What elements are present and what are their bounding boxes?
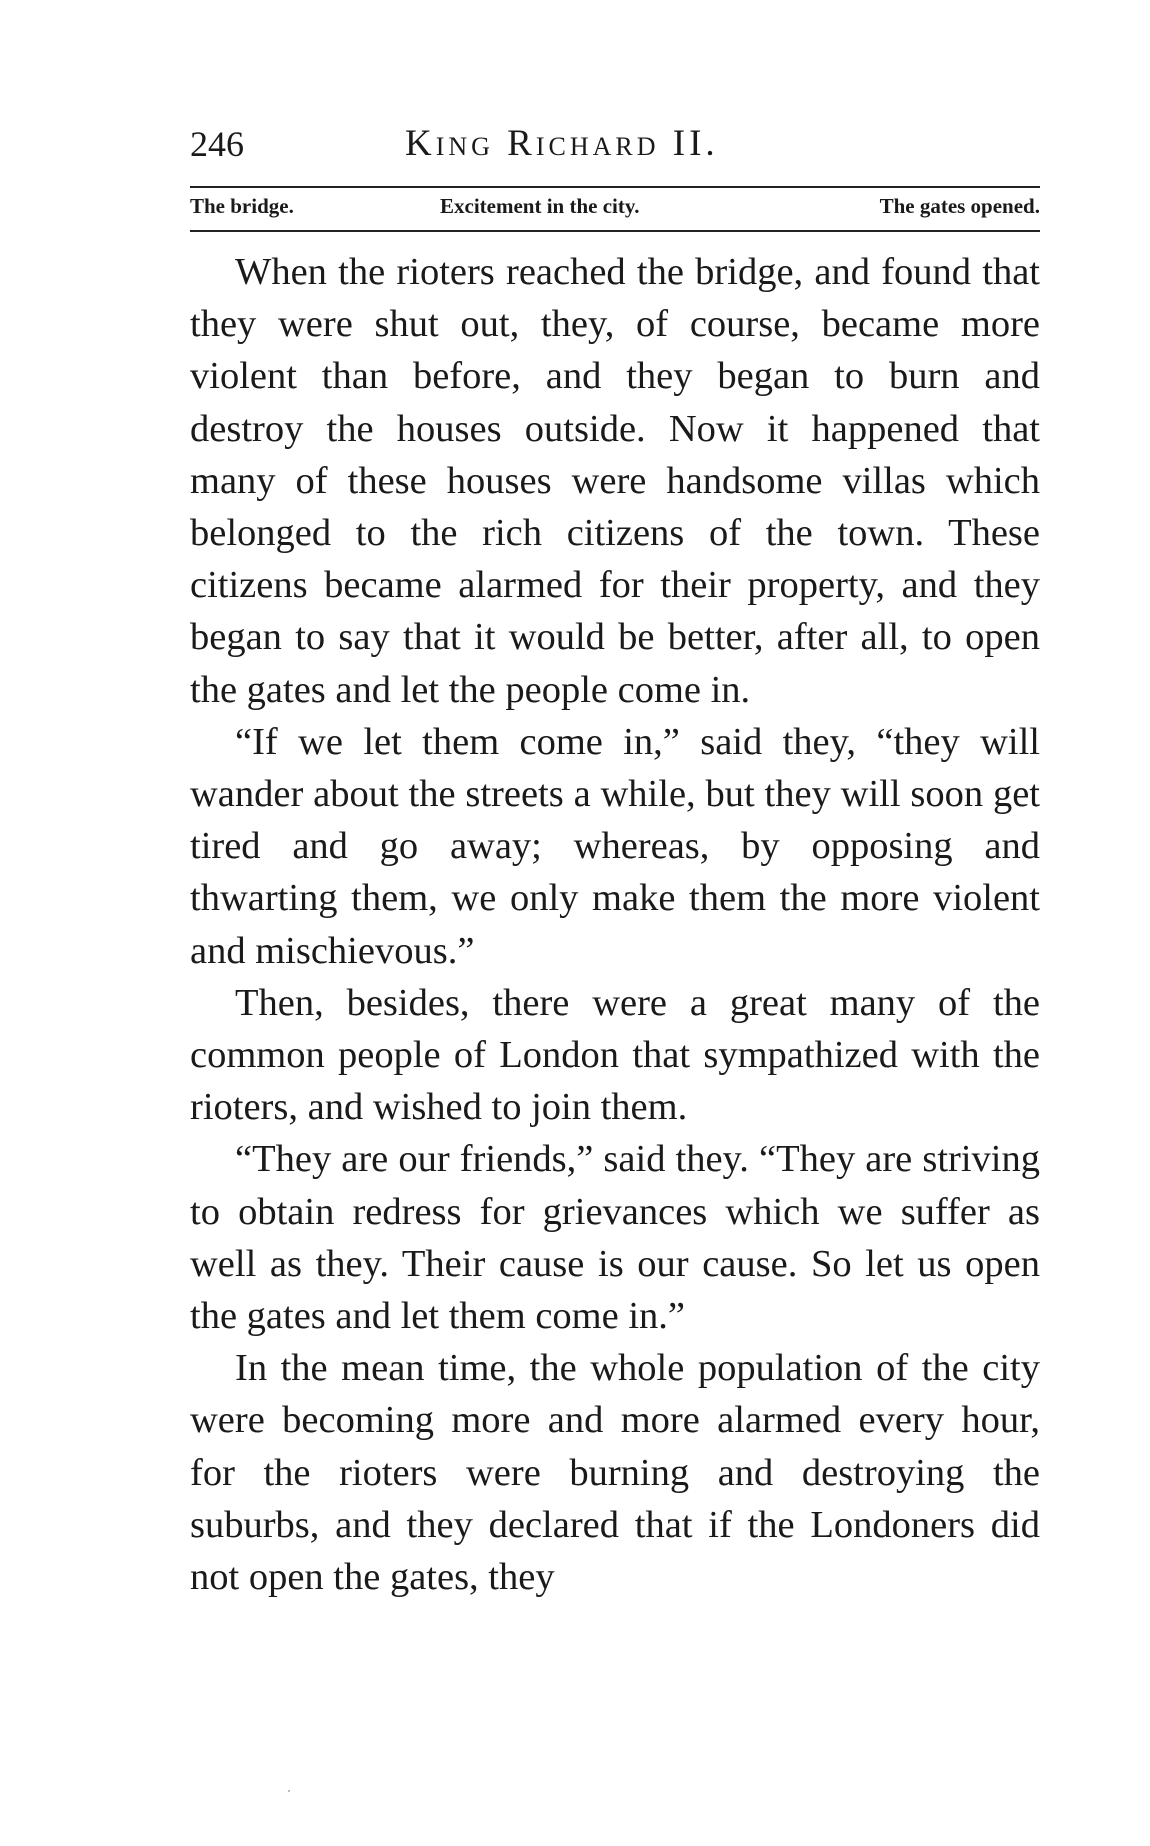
marginal-headings xyxy=(190,194,1040,228)
header-rule-top xyxy=(190,186,1040,188)
book-title: King Richard II. xyxy=(405,123,719,164)
paragraph: “If we let them come in,” said they, “they will wander about the streets a while, but they will soon get tired and go away; whereas, by opposing and thwarting them, we only make them the more violent and mischievous.” xyxy=(190,720,1040,972)
scan-speck xyxy=(288,1790,290,1792)
body-text xyxy=(190,246,1040,1603)
marginal-heading-center: Excitement in the city. xyxy=(440,194,640,218)
paragraph: When the rioters reached the bridge, and found that they were shut out, they, of course, became more violent than before, and they began to burn and destroy the houses outside. Now it happened that many of these houses were handsome villas which belonged to the rich citizens of the town. These citizens became alarmed for their property, and they began to say that it would be better, after all, to open the gates and let the people come in. xyxy=(190,251,1040,711)
page-content xyxy=(190,118,1040,1599)
header-rule-bottom xyxy=(190,230,1040,232)
paragraph: In the mean time, the whole population of the city were becoming more and more alarmed every hour, for the rioters were burning and destroying the suburbs, and they declared that if the Londoners did not open the gates, they xyxy=(190,1347,1040,1599)
paragraph: “They are our friends,” said they. “They are striving to obtain redress for grievances which we suffer as well as they. Their cause is our cause. So let us open the gates and let them come in.” xyxy=(190,1138,1040,1338)
marginal-heading-right: The gates opened. xyxy=(879,194,1040,218)
paragraph: Then, besides, there were a great many of the common people of London that sympathized with the rioters, and wished to join them. xyxy=(190,981,1040,1129)
page-number: 246 xyxy=(190,124,244,164)
running-head xyxy=(190,118,1040,170)
marginal-heading-left: The bridge. xyxy=(190,194,294,218)
